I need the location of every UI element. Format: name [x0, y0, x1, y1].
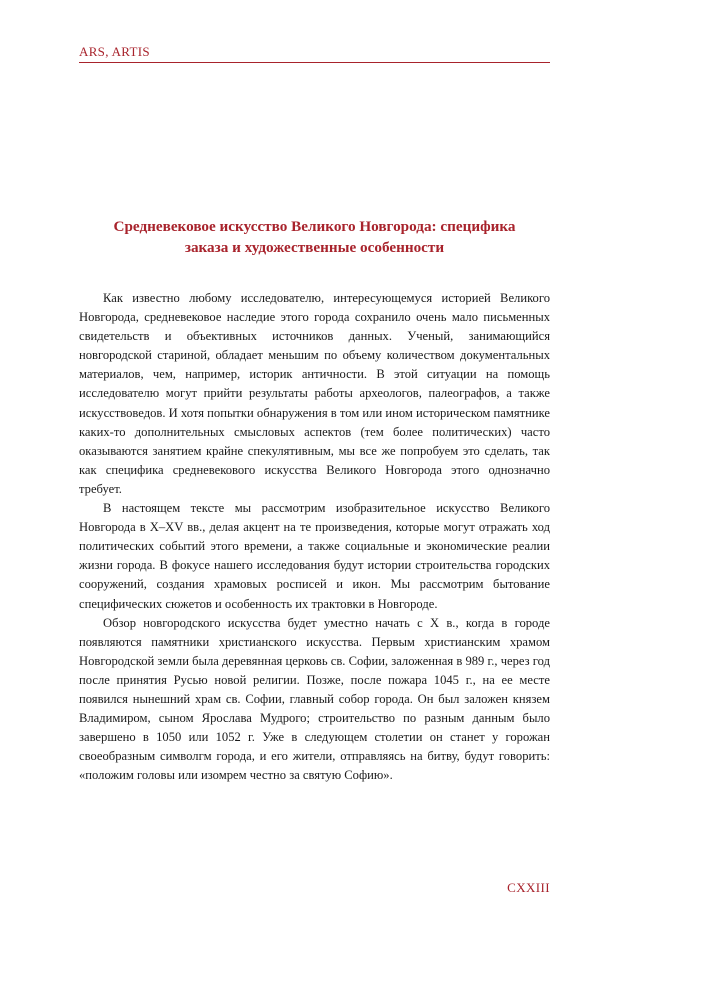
article-title: [79, 216, 550, 258]
page-number: CXXIII: [507, 880, 550, 895]
article-title-line-1: Средневековое искусство Великого Новгорода: специфика: [113, 218, 516, 235]
header-rule: [79, 62, 550, 63]
paragraph-1: Как известно любому исследователю, интересующемуся историей Великого Новгорода, средневековое наследие этого города сохранило очень мало письменных свидетельств и объективных источников данных. Ученый, занимающийся новгородской стариной, обладает меньшим по объему количеством документальных материалов, чем, например, историк античности. В этой ситуации на помощь исследователю могут прийти результаты работы археологов, палеографов, а также искусствоведов. И хотя попытки обнаружения в том или ином историческом памятнике каких-то дополнительных смысловых аспектов (тем более политических) часто оказываются занятием крайне спекулятивным, мы все же попробуем это сделать, так как специфика средневекового искусства Великого Новгорода этого однозначно требует.: [79, 291, 550, 496]
article-body: [79, 289, 550, 785]
running-header: ARS, ARTIS: [79, 44, 150, 59]
article-title-line-2: заказа и художественные особенности: [184, 239, 445, 256]
paragraph-2: В настоящем тексте мы рассмотрим изобразительное искусство Великого Новгорода в X–XV вв., делая акцент на те произведения, которые могут отражать ход политических событий этого времени, а также социальные и экономические реалии жизни города. В фокусе нашего исследования будут истории строительства городских сооружений, создания храмовых росписей и икон. Мы рассмотрим бытование специфических сюжетов и особенность их трактовки в Новгороде.: [79, 501, 550, 611]
paragraph-3: Обзор новгородского искусства будет уместно начать с X в., когда в городе появляются памятники христианского искусства. Первым христианским храмом Новгородской земли была деревянная церковь св. Софии, заложенная в 989 г., через год после принятия Русью новой религии. Позже, после пожара 1045 г., на ее месте появился нынешний храм св. Софии, главный собор города. Он был заложен князем Владимиром, сыном Ярослава Мудрого; строительство по разным данным было завершено в 1050 или 1052 г. Уже в следующем столетии он станет у горожан своеобразным символгм города, и его жители, отправляясь на битву, будут говорить: «положим головы или изомрем честно за святую Софию».: [79, 615, 550, 783]
